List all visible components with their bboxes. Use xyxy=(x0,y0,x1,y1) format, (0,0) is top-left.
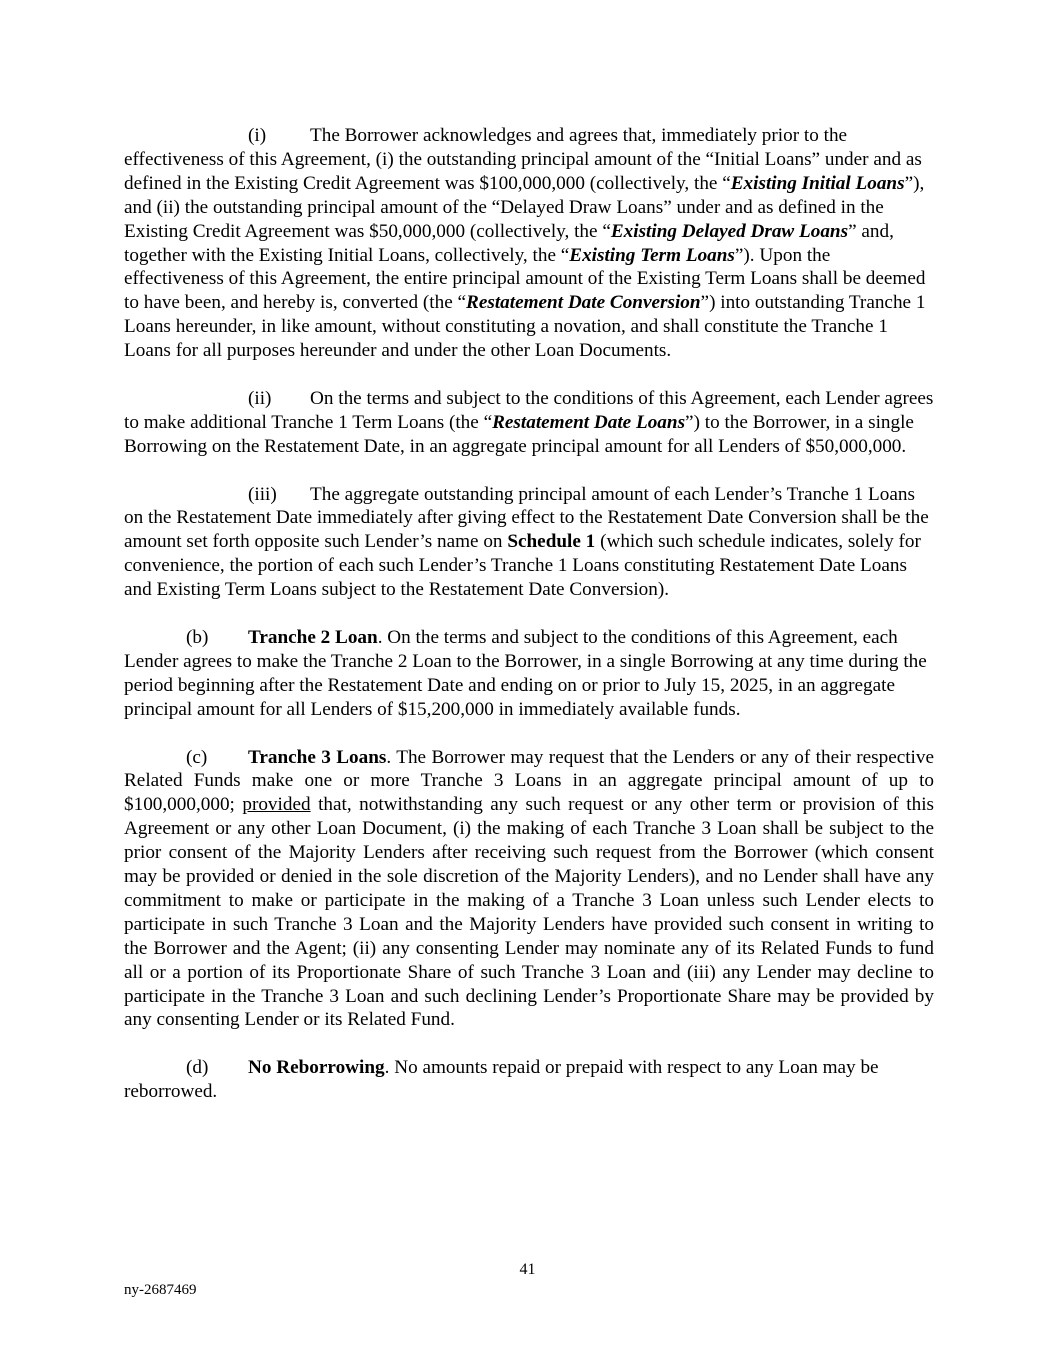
defined-term: Restatement Date Conversion xyxy=(466,292,701,314)
paragraph-text: . The Borrower may request that the Lenders or any of their respective Related Funds make one or more Tranche 3 Loans in an aggregate principal amount of up to $100,000,000; xyxy=(124,746,934,816)
paragraph-number: (b) xyxy=(186,626,209,648)
paragraph-b xyxy=(124,626,934,722)
paragraph-text: (which such schedule indicates, solely for convenience, the portion of each such Lender’s Tranche 1 Loans constituting Restatement Date Loans and Existing Term Loans subject to the Restatement Date Conversion). xyxy=(124,531,921,601)
document-body xyxy=(124,124,934,1128)
paragraph-number: (iii) xyxy=(248,483,277,505)
paragraph-text: ”). Upon the effectiveness of this Agreement, the entire principal amount of the Existing Term Loans shall be deemed to have been, and hereby is, converted (the “ xyxy=(124,244,926,314)
paragraph-text: ”) into outstanding Tranche 1 Loans hereunder, in like amount, without constituting a novation, and shall constitute the Tranche 1 Loans for all purposes hereunder and under the other Loan Documents. xyxy=(124,292,926,362)
paragraph-text: The aggregate outstanding principal amount of each Lender’s Tranche 1 Loans on the Restatement Date immediately after giving effect to the Restatement Date Conversion shall be the amount set forth opposite such Lender’s name on xyxy=(124,483,929,553)
defined-term: Existing Term Loans xyxy=(569,244,735,266)
paragraph-number: (c) xyxy=(186,746,208,768)
paragraph-number: (ii) xyxy=(248,387,272,409)
section-heading: No Reborrowing xyxy=(248,1057,385,1079)
document-id: ny-2687469 xyxy=(124,1282,197,1298)
section-heading: Tranche 2 Loan xyxy=(248,626,378,648)
paragraph-d xyxy=(124,1056,934,1104)
page-number: 41 xyxy=(519,1261,536,1278)
defined-term: Existing Delayed Draw Loans xyxy=(610,220,849,242)
bold-reference: Schedule 1 xyxy=(507,531,596,553)
paragraph-text: The Borrower acknowledges and agrees that, immediately prior to the effectiveness of this Agreement, (i) the outstanding principal amount of the “Initial Loans” under and as defined in the Existing Credit Agreement was $100,000,000 (collectively, the “ xyxy=(124,125,922,194)
paragraph-text: ”), and (ii) the outstanding principal amount of the “Delayed Draw Loans” under and as defined in the Existing Credit Agreement was $50,000,000 (collectively, the “ xyxy=(124,172,925,242)
defined-term: Existing Initial Loans xyxy=(730,172,905,194)
paragraph-text: ” and, together with the Existing Initial Loans, collectively, the “ xyxy=(124,220,894,266)
paragraph-text: . On the terms and subject to the conditions of this Agreement, each Lender agrees to make the Tranche 2 Loan to the Borrower, in a single Borrowing at any time during the period beginning after the Restatement Date and ending on or prior to July 15, 2025, in an aggregate principal amount for all Lenders of $15,200,000 in immediately available funds. xyxy=(124,626,927,720)
paragraph-c xyxy=(124,746,934,1033)
paragraph-text: that, notwithstanding any such request or any other term or provision of this Agreement or any other Loan Document, (i) the making of each Tranche 3 Loan shall be subject to the prior consent of the Majority Lenders after receiving such request from the Borrower (which consent may be provided or denied in the sole discretion of the Majority Lenders), and no Lender shall have any commitment to make or participate in the making of a Tranche 3 Loan unless such Lender elects to participate in such Tranche 3 Loan and the Majority Lenders have provided such consent in writing to the Borrower and the Agent; (ii) any consenting Lender may nominate any of its Related Funds to fund all or a portion of its Proportionate Share of such Tranche 3 Loan and (iii) any Lender may decline to participate in the Tranche 3 Loan and such declining Lender’s Proportionate Share may be provided by any consenting Lender or its Related Fund. xyxy=(124,794,934,1031)
paragraph-text: On the terms and subject to the conditions of this Agreement, each Lender agrees to make additional Tranche 1 Term Loans (the “ xyxy=(124,387,934,433)
section-heading: Tranche 3 Loans xyxy=(248,746,387,768)
paragraph-i xyxy=(124,124,934,363)
paragraph-number: (d) xyxy=(186,1057,209,1079)
underlined-term: provided xyxy=(242,794,311,816)
paragraph-text: ”) to the Borrower, in a single Borrowing on the Restatement Date, in an aggregate principal amount for all Lenders of $50,000,000. xyxy=(124,411,914,457)
paragraph-text: . No amounts repaid or prepaid with respect to any Loan may be reborrowed. xyxy=(124,1057,879,1103)
defined-term: Restatement Date Loans xyxy=(492,411,686,433)
paragraph-ii xyxy=(124,387,934,459)
paragraph-iii xyxy=(124,483,934,603)
paragraph-number: (i) xyxy=(248,125,267,146)
